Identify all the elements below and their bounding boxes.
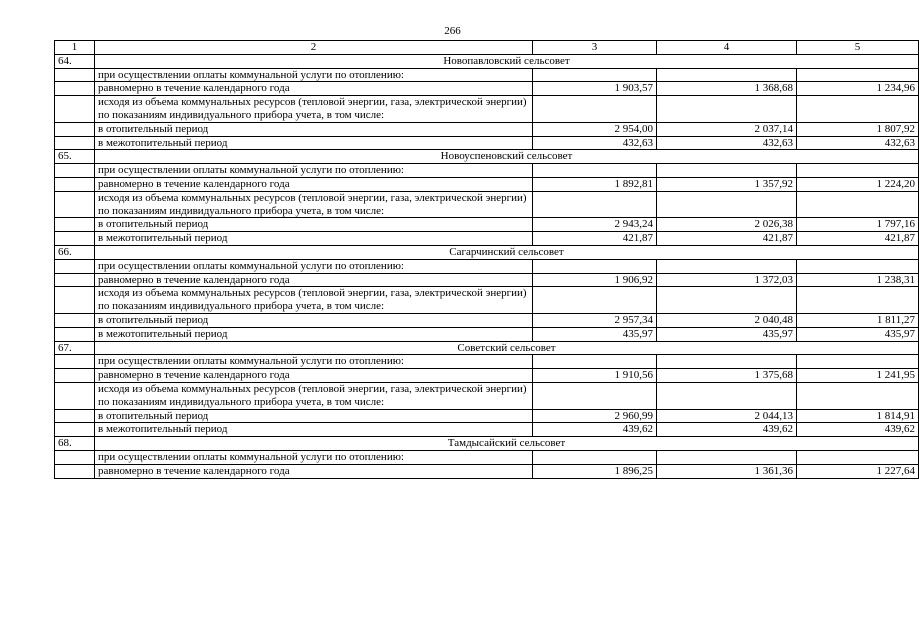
value-cell-col-4: 1 357,92 [657,177,797,191]
table-row [55,232,919,246]
column-header-2: 2 [95,41,533,55]
value-cell-col-3 [533,287,657,314]
value-cell-col-4 [657,450,797,464]
row-label: равномерно в течение календарного года [95,273,533,287]
value-cell-col-3 [533,96,657,123]
empty-number-cell [55,382,95,409]
row-label: в отопительный период [95,409,533,423]
table-row [55,409,919,423]
row-label: исходя из объема коммунальных ресурсов (тепловой энергии, газа, электрической энергии) по показаниям индивидуального прибора учета, в том числе: [95,96,533,123]
row-label: при осуществлении оплаты коммунальной услуги по отоплению: [95,450,533,464]
row-label: при осуществлении оплаты коммунальной услуги по отоплению: [95,355,533,369]
table-row [55,423,919,437]
value-cell-col-4 [657,96,797,123]
empty-number-cell [55,259,95,273]
value-cell-col-3: 1 903,57 [533,82,657,96]
value-cell-col-4: 1 375,68 [657,369,797,383]
value-cell-col-4 [657,164,797,178]
value-cell-col-4: 2 040,48 [657,313,797,327]
empty-number-cell [55,82,95,96]
empty-number-cell [55,164,95,178]
value-cell-col-5 [797,355,919,369]
row-label: в отопительный период [95,218,533,232]
value-cell-col-3: 439,62 [533,423,657,437]
value-cell-col-3: 2 943,24 [533,218,657,232]
column-header-3: 3 [533,41,657,55]
value-cell-col-4: 1 372,03 [657,273,797,287]
row-label: при осуществлении оплаты коммунальной услуги по отоплению: [95,259,533,273]
value-cell-col-3: 1 896,25 [533,464,657,478]
value-cell-col-5: 421,87 [797,232,919,246]
empty-number-cell [55,68,95,82]
table-row [55,382,919,409]
row-label: в отопительный период [95,122,533,136]
value-cell-col-3 [533,259,657,273]
column-header-5: 5 [797,41,919,55]
table-row [55,136,919,150]
table-row [55,369,919,383]
column-header-1: 1 [55,41,95,55]
value-cell-col-3: 1 892,81 [533,177,657,191]
value-cell-col-5: 432,63 [797,136,919,150]
table-row [55,259,919,273]
empty-number-cell [55,464,95,478]
row-label: в межотопительный период [95,423,533,437]
value-cell-col-4: 421,87 [657,232,797,246]
value-cell-col-4 [657,287,797,314]
value-cell-col-5: 1 224,20 [797,177,919,191]
section-number: 66. [55,245,95,259]
value-cell-col-5: 1 814,91 [797,409,919,423]
empty-number-cell [55,177,95,191]
table-row [55,464,919,478]
table-row [55,327,919,341]
column-header-4: 4 [657,41,797,55]
table-row [55,177,919,191]
row-label: равномерно в течение календарного года [95,177,533,191]
value-cell-col-5: 1 238,31 [797,273,919,287]
value-cell-col-5: 435,97 [797,327,919,341]
value-cell-col-4: 2 026,38 [657,218,797,232]
row-label: в межотопительный период [95,232,533,246]
value-cell-col-4: 2 044,13 [657,409,797,423]
row-label: в отопительный период [95,313,533,327]
section-number: 67. [55,341,95,355]
empty-number-cell [55,96,95,123]
value-cell-col-5 [797,287,919,314]
section-row [55,150,919,164]
table-row [55,313,919,327]
table-row [55,450,919,464]
value-cell-col-5 [797,164,919,178]
value-cell-col-4: 432,63 [657,136,797,150]
section-name: Новоуспеновский сельсовет [95,150,919,164]
value-cell-col-5: 1 227,64 [797,464,919,478]
section-row [55,341,919,355]
value-cell-col-4 [657,191,797,218]
value-cell-col-3 [533,164,657,178]
header-row [55,41,919,55]
value-cell-col-3 [533,450,657,464]
table-row [55,218,919,232]
section-name: Новопавловский сельсовет [95,54,919,68]
value-cell-col-3: 2 957,34 [533,313,657,327]
value-cell-col-3: 1 910,56 [533,369,657,383]
value-cell-col-5 [797,259,919,273]
table-row [55,122,919,136]
table-row [55,355,919,369]
row-label: в межотопительный период [95,136,533,150]
empty-number-cell [55,218,95,232]
value-cell-col-4 [657,382,797,409]
value-cell-col-3 [533,355,657,369]
row-label: при осуществлении оплаты коммунальной услуги по отоплению: [95,68,533,82]
value-cell-col-5 [797,450,919,464]
value-cell-col-3: 1 906,92 [533,273,657,287]
value-cell-col-3 [533,68,657,82]
row-label: равномерно в течение календарного года [95,464,533,478]
empty-number-cell [55,122,95,136]
section-number: 68. [55,437,95,451]
empty-number-cell [55,273,95,287]
value-cell-col-5: 439,62 [797,423,919,437]
section-name: Сагарчинский сельсовет [95,245,919,259]
row-label: исходя из объема коммунальных ресурсов (тепловой энергии, газа, электрической энергии) по показаниям индивидуального прибора учета, в том числе: [95,191,533,218]
table-row [55,164,919,178]
section-row [55,437,919,451]
row-label: при осуществлении оплаты коммунальной услуги по отоплению: [95,164,533,178]
row-label: в межотопительный период [95,327,533,341]
value-cell-col-5: 1 807,92 [797,122,919,136]
value-cell-col-5: 1 234,96 [797,82,919,96]
empty-number-cell [55,409,95,423]
tariff-table [54,40,919,479]
table-row [55,96,919,123]
value-cell-col-5 [797,96,919,123]
table-row [55,82,919,96]
value-cell-col-3: 435,97 [533,327,657,341]
value-cell-col-3 [533,382,657,409]
value-cell-col-4 [657,68,797,82]
empty-number-cell [55,327,95,341]
row-label: исходя из объема коммунальных ресурсов (тепловой энергии, газа, электрической энергии) по показаниям индивидуального прибора учета, в том числе: [95,382,533,409]
table-row [55,191,919,218]
empty-number-cell [55,232,95,246]
value-cell-col-4: 2 037,14 [657,122,797,136]
value-cell-col-4 [657,259,797,273]
value-cell-col-4 [657,355,797,369]
value-cell-col-5 [797,68,919,82]
empty-number-cell [55,450,95,464]
row-label: равномерно в течение календарного года [95,369,533,383]
section-row [55,245,919,259]
section-row [55,54,919,68]
value-cell-col-5: 1 811,27 [797,313,919,327]
table-row [55,68,919,82]
empty-number-cell [55,423,95,437]
empty-number-cell [55,355,95,369]
section-name: Советский сельсовет [95,341,919,355]
empty-number-cell [55,287,95,314]
value-cell-col-3: 432,63 [533,136,657,150]
value-cell-col-3 [533,191,657,218]
section-number: 64. [55,54,95,68]
empty-number-cell [55,313,95,327]
value-cell-col-3: 2 960,99 [533,409,657,423]
table-row [55,273,919,287]
value-cell-col-5: 1 797,16 [797,218,919,232]
section-name: Тамдысайский сельсовет [95,437,919,451]
page-number: 266 [444,25,461,37]
value-cell-col-5: 1 241,95 [797,369,919,383]
value-cell-col-4: 439,62 [657,423,797,437]
value-cell-col-3: 421,87 [533,232,657,246]
value-cell-col-4: 1 368,68 [657,82,797,96]
empty-number-cell [55,369,95,383]
empty-number-cell [55,136,95,150]
value-cell-col-5 [797,191,919,218]
value-cell-col-3: 2 954,00 [533,122,657,136]
section-number: 65. [55,150,95,164]
row-label: исходя из объема коммунальных ресурсов (тепловой энергии, газа, электрической энергии) по показаниям индивидуального прибора учета, в том числе: [95,287,533,314]
row-label: равномерно в течение календарного года [95,82,533,96]
table-row [55,287,919,314]
value-cell-col-5 [797,382,919,409]
value-cell-col-4: 435,97 [657,327,797,341]
empty-number-cell [55,191,95,218]
value-cell-col-4: 1 361,36 [657,464,797,478]
